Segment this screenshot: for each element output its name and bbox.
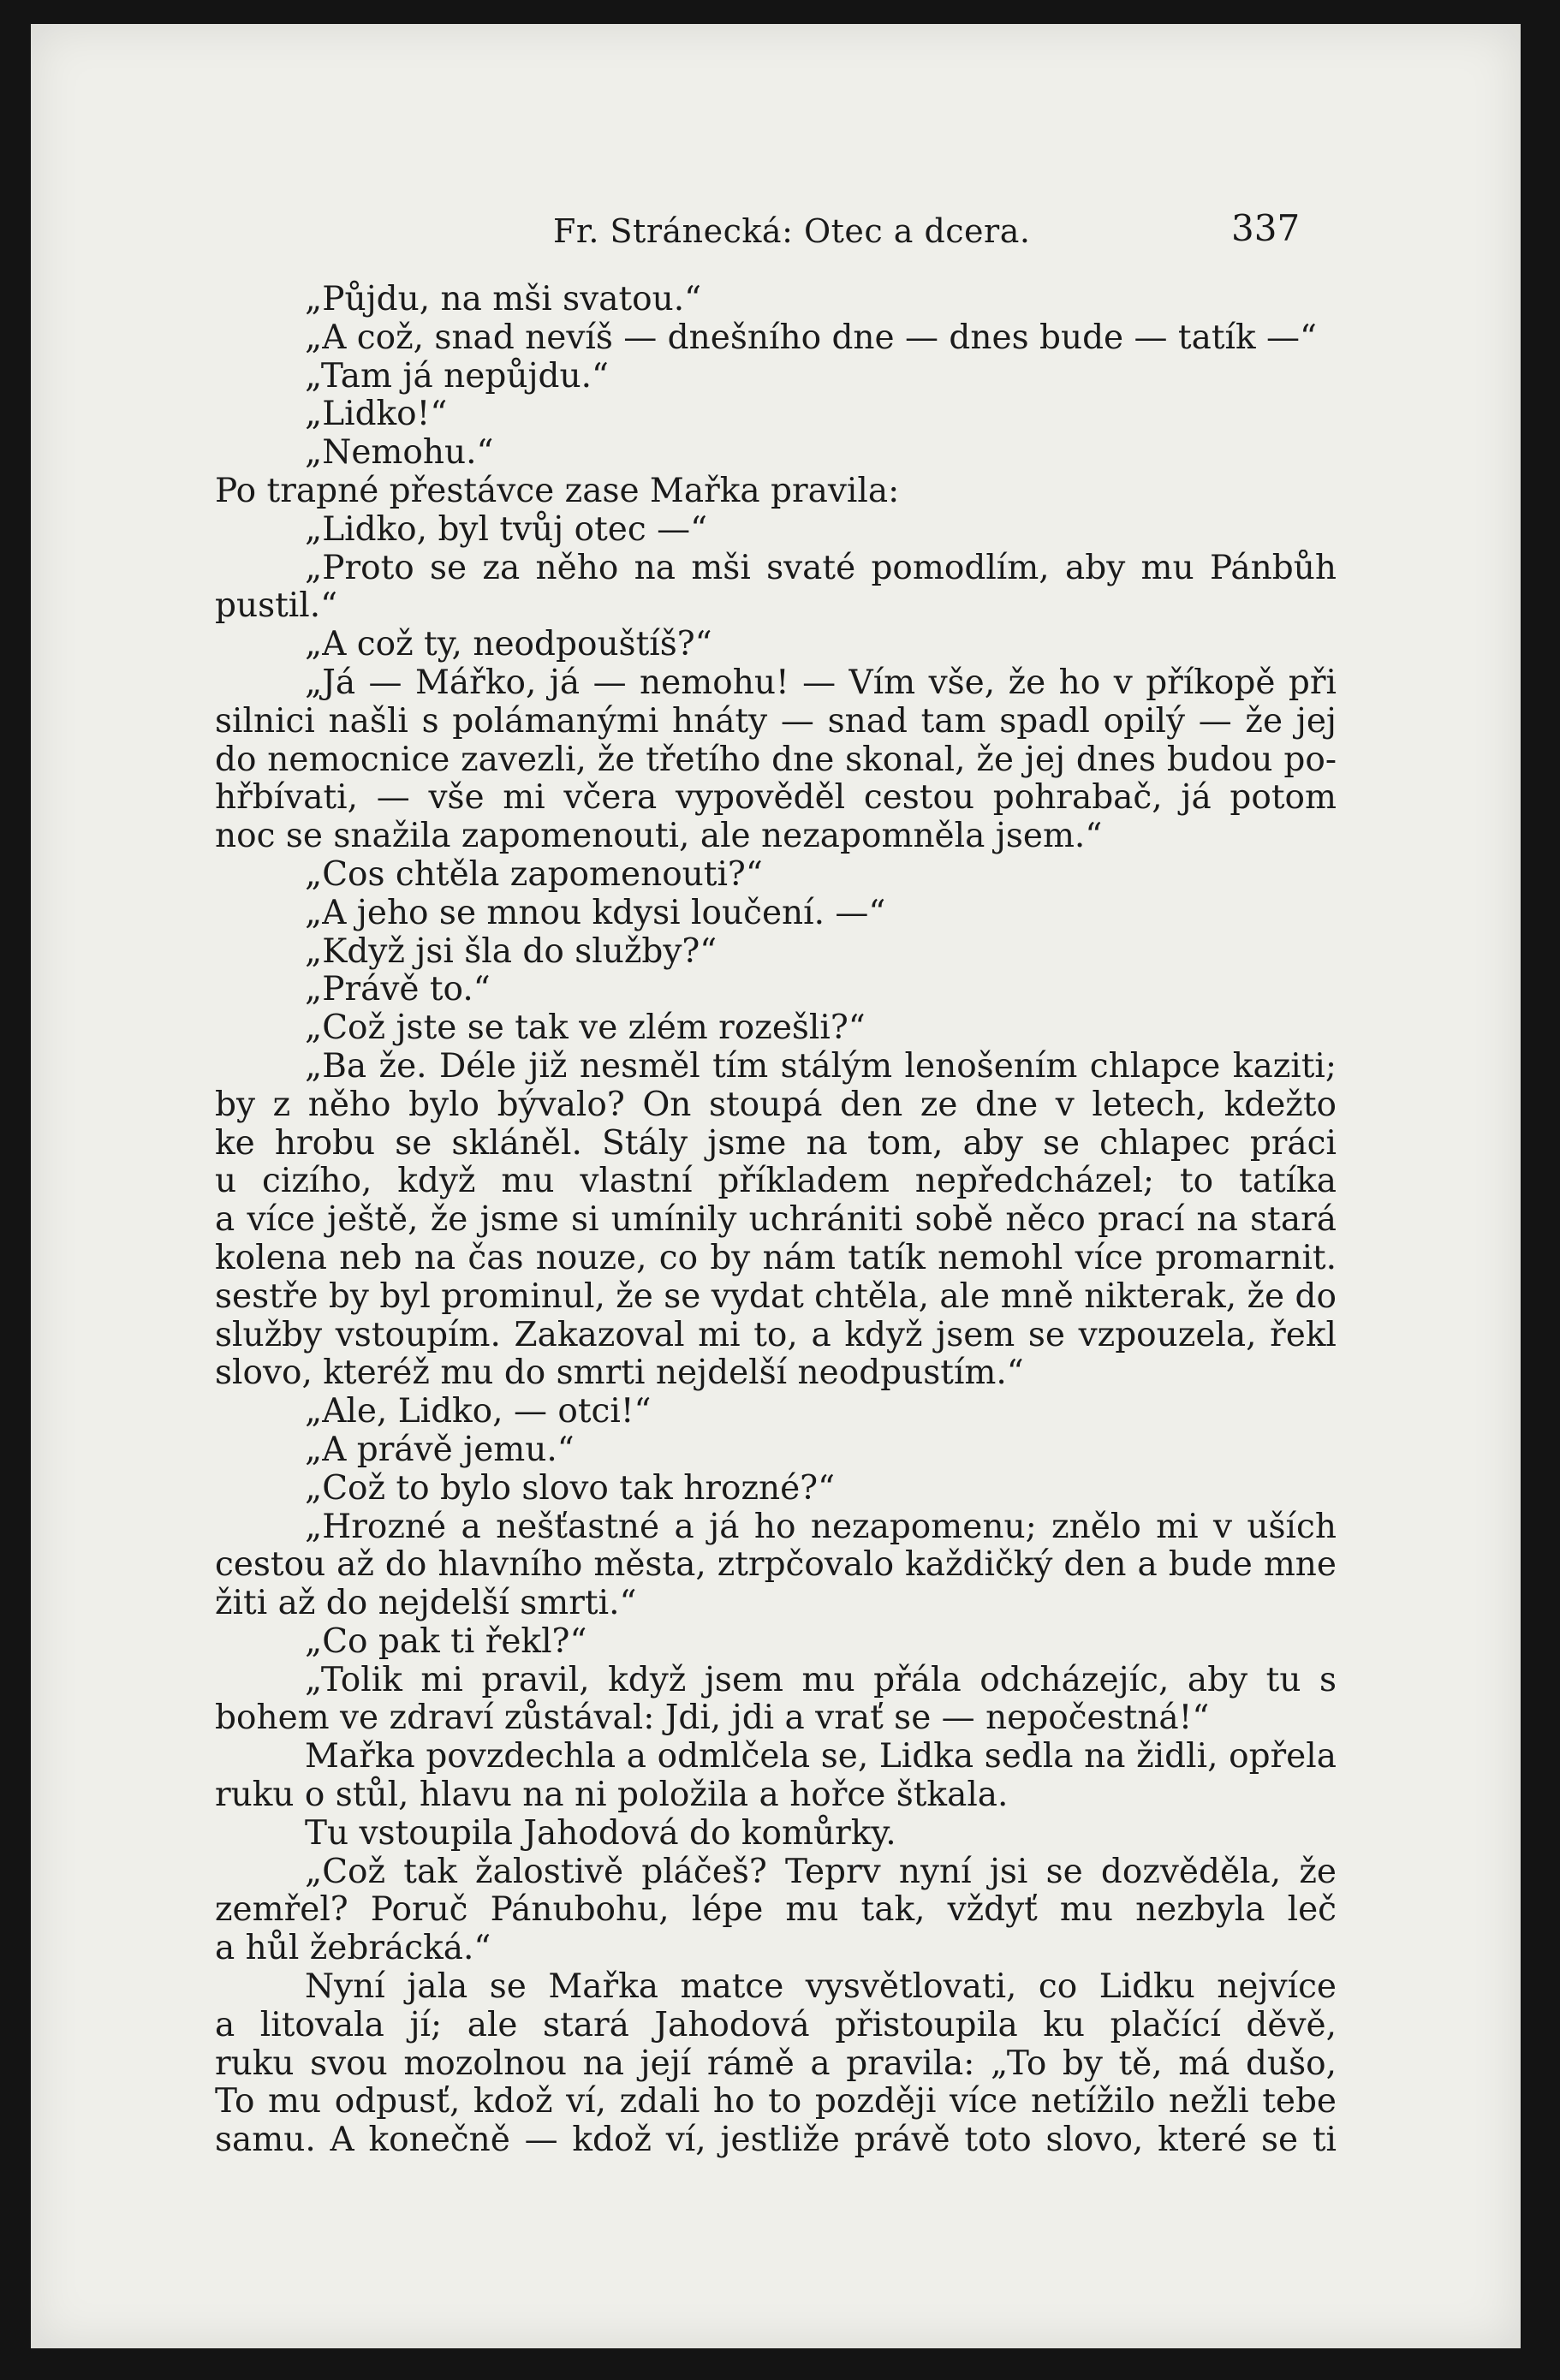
text-line: Nyní jala se Mařka matce vysvětlovati, co Lidku nejvíce [305, 1968, 1337, 2007]
text-line: hřbívati, — vše mi včera vypověděl cestou pohrabač, já potom [215, 779, 1337, 818]
text-line: noc se snažila zapomenouti, ale nezapomněla jsem.“ [215, 817, 1103, 856]
text-line: do nemocnice zavezli, že třetího dne skonal, že jej dnes budou po- [215, 741, 1337, 779]
text-line: a více ještě, že jsme si umínily uchrániti sobě něco prací na stará [215, 1201, 1337, 1240]
text-line: „Což to bylo slovo tak hrozné?“ [305, 1468, 836, 1508]
page-number: 337 [1231, 207, 1301, 249]
text-line: ruku svou mozolnou na její rámě a pravila: „To by tě, má dušo, [215, 2044, 1337, 2083]
text-line: „Já — Mářko, já — nemohu! — Vím vše, že ho v příkopě při [305, 663, 1337, 702]
book-page [31, 24, 1521, 2348]
text-line: a litovala jí; ale stará Jahodová přistoupila ku plačící děvě, [215, 2006, 1337, 2044]
text-line: sestře by byl prominul, že se vydat chtěla, ale mně nikterak, že do [215, 1277, 1337, 1316]
text-line: by z něho bylo bývalo? On stoupá den ze dne v letech, kdežto [215, 1086, 1337, 1124]
text-line: silnici našli s polámanými hnáty — snad tam spadl opilý — že jej [215, 702, 1337, 741]
text-line: „Půjdu, na mši svatou.“ [305, 280, 702, 318]
text-line: „Když jsi šla do služby?“ [305, 931, 717, 971]
text-line: „Ale, Lidko, — otci!“ [305, 1392, 652, 1431]
text-line: „Tolik mi pravil, když jsem mu přála odcházejíc, aby tu s [305, 1661, 1337, 1699]
text-line: žiti až do nejdelší smrti.“ [215, 1584, 637, 1623]
text-line: ruku o stůl, hlavu na ni položila a hořce štkala. [215, 1776, 1009, 1815]
text-line: „Což tak žalostivě pláčeš? Teprv nyní jsi se dozvěděla, že [305, 1853, 1337, 1891]
text-line: „Cos chtěla zapomenouti?“ [305, 854, 763, 894]
text-line: „Tam já nepůjdu.“ [305, 356, 609, 396]
text-line: Mařka povzdechla a odmlčela se, Lidka sedla na židli, opřela [305, 1738, 1337, 1776]
text-line: To mu odpusť, kdož ví, zdali ho to později více netížilo nežli tebe [215, 2083, 1337, 2121]
text-line: „Proto se za něho na mši svaté pomodlím, aby mu Pánbůh [305, 549, 1337, 587]
text-line: zemřel? Poruč Pánubohu, lépe mu tak, vždyť mu nezbyla leč [215, 1891, 1337, 1930]
text-line: služby vstoupím. Zakazoval mi to, a když jsem se vzpouzela, řekl [215, 1316, 1337, 1354]
text-line: „Lidko, byl tvůj otec —“ [305, 509, 708, 549]
text-line: „A právě jemu.“ [305, 1430, 575, 1469]
text-line: „A což ty, neodpouštíš?“ [305, 625, 712, 664]
text-line: „Co pak ti řekl?“ [305, 1621, 587, 1661]
text-line: pustil.“ [215, 586, 338, 626]
text-line: Po trapné přestávce zase Mařka pravila: [215, 471, 900, 510]
text-line: bohem ve zdraví zůstával: Jdi, jdi a vrať se — nepočestná!“ [215, 1699, 1210, 1738]
text-line: „Což jste se tak ve zlém rozešli?“ [305, 1009, 866, 1048]
text-line: cestou až do hlavního města, ztrpčovalo každičký den a bude mne [215, 1546, 1337, 1585]
body-text [215, 281, 1337, 2160]
text-line: Tu vstoupila Jahodová do komůrky. [305, 1813, 896, 1853]
text-line: slovo, kteréž mu do smrti nejdelší neodpustím.“ [215, 1354, 1024, 1393]
text-line: kolena neb na čas nouze, co by nám tatík nemohl více promarnit. [215, 1239, 1337, 1277]
text-line: „Nemohu.“ [305, 433, 494, 473]
text-line: „Ba že. Déle již nesměl tím stálým lenošením chlapce kaziti; [305, 1047, 1337, 1086]
text-line: „Právě to.“ [305, 970, 491, 1009]
text-line: u cizího, když mu vlastní příkladem nepředcházel; to tatíka [215, 1163, 1337, 1201]
text-line: ke hrobu se skláněl. Stály jsme na tom, aby se chlapec práci [215, 1124, 1337, 1163]
text-line: „Lidko!“ [305, 395, 448, 434]
text-line: „A jeho se mnou kdysi loučení. —“ [305, 893, 886, 932]
running-header [31, 195, 1521, 255]
text-line: „A což, snad nevíš — dnešního dne — dnes bude — tatík —“ [305, 318, 1317, 357]
text-line: „Hrozné a nešťastné a já ho nezapomenu; znělo mi v uších [305, 1508, 1337, 1546]
running-title: Fr. Stránecká: Otec a dcera. [553, 212, 1031, 250]
text-line: a hůl žebrácká.“ [215, 1929, 491, 1968]
text-line: samu. A konečně — kdož ví, jestliže právě toto slovo, které se ti [215, 2121, 1337, 2160]
